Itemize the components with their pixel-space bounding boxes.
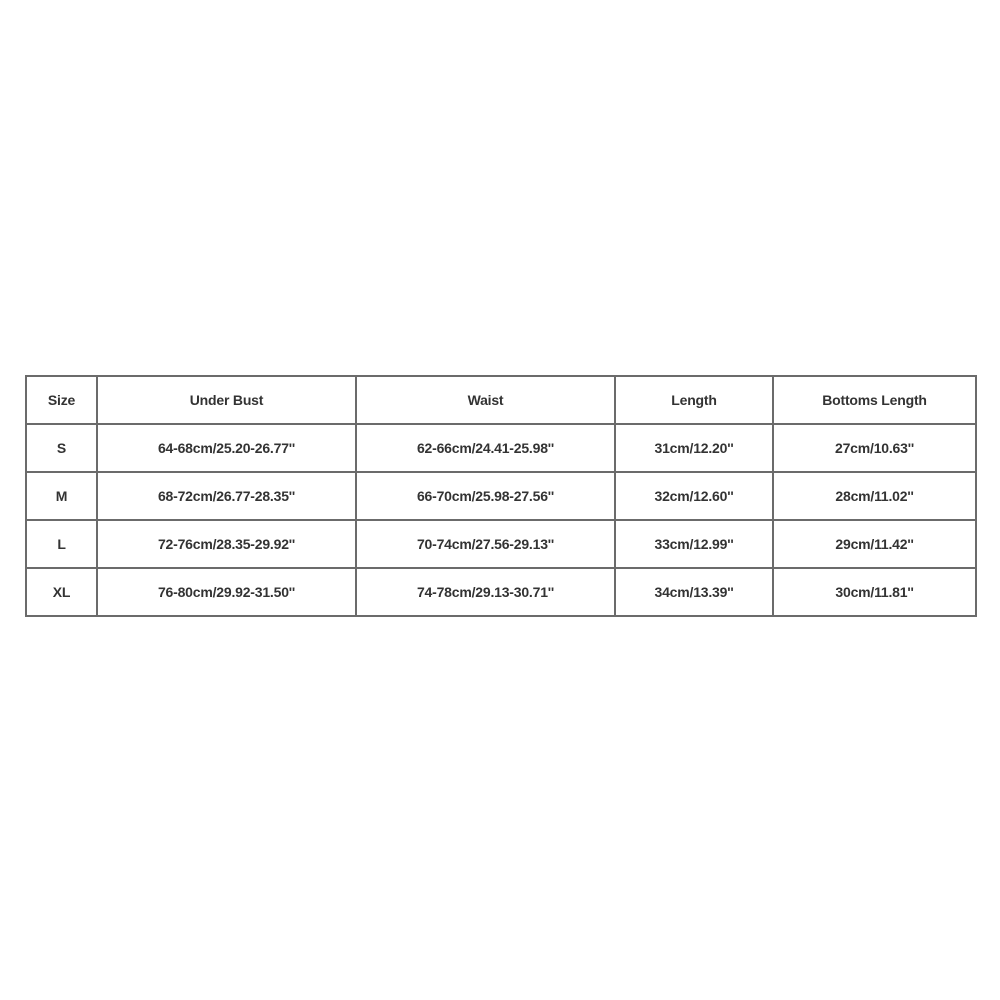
cell-waist: 62-66cm/24.41-25.98'' bbox=[356, 424, 615, 472]
cell-under-bust: 72-76cm/28.35-29.92'' bbox=[97, 520, 356, 568]
cell-length: 33cm/12.99'' bbox=[615, 520, 773, 568]
cell-under-bust: 76-80cm/29.92-31.50'' bbox=[97, 568, 356, 616]
header-waist: Waist bbox=[356, 376, 615, 424]
cell-waist: 74-78cm/29.13-30.71'' bbox=[356, 568, 615, 616]
cell-length: 34cm/13.39'' bbox=[615, 568, 773, 616]
cell-size: XL bbox=[26, 568, 97, 616]
header-size: Size bbox=[26, 376, 97, 424]
table-row bbox=[26, 568, 976, 616]
cell-bottoms-length: 29cm/11.42'' bbox=[773, 520, 976, 568]
table-row bbox=[26, 424, 976, 472]
header-under-bust: Under Bust bbox=[97, 376, 356, 424]
cell-waist: 70-74cm/27.56-29.13'' bbox=[356, 520, 615, 568]
table-row bbox=[26, 472, 976, 520]
header-length: Length bbox=[615, 376, 773, 424]
cell-length: 31cm/12.20'' bbox=[615, 424, 773, 472]
cell-length: 32cm/12.60'' bbox=[615, 472, 773, 520]
cell-size: S bbox=[26, 424, 97, 472]
table-row bbox=[26, 520, 976, 568]
cell-size: M bbox=[26, 472, 97, 520]
header-bottoms-length: Bottoms Length bbox=[773, 376, 976, 424]
cell-waist: 66-70cm/25.98-27.56'' bbox=[356, 472, 615, 520]
cell-bottoms-length: 27cm/10.63'' bbox=[773, 424, 976, 472]
cell-bottoms-length: 28cm/11.02'' bbox=[773, 472, 976, 520]
cell-under-bust: 68-72cm/26.77-28.35'' bbox=[97, 472, 356, 520]
size-chart-table bbox=[25, 375, 977, 617]
cell-bottoms-length: 30cm/11.81'' bbox=[773, 568, 976, 616]
table-header-row bbox=[26, 376, 976, 424]
cell-under-bust: 64-68cm/25.20-26.77'' bbox=[97, 424, 356, 472]
cell-size: L bbox=[26, 520, 97, 568]
